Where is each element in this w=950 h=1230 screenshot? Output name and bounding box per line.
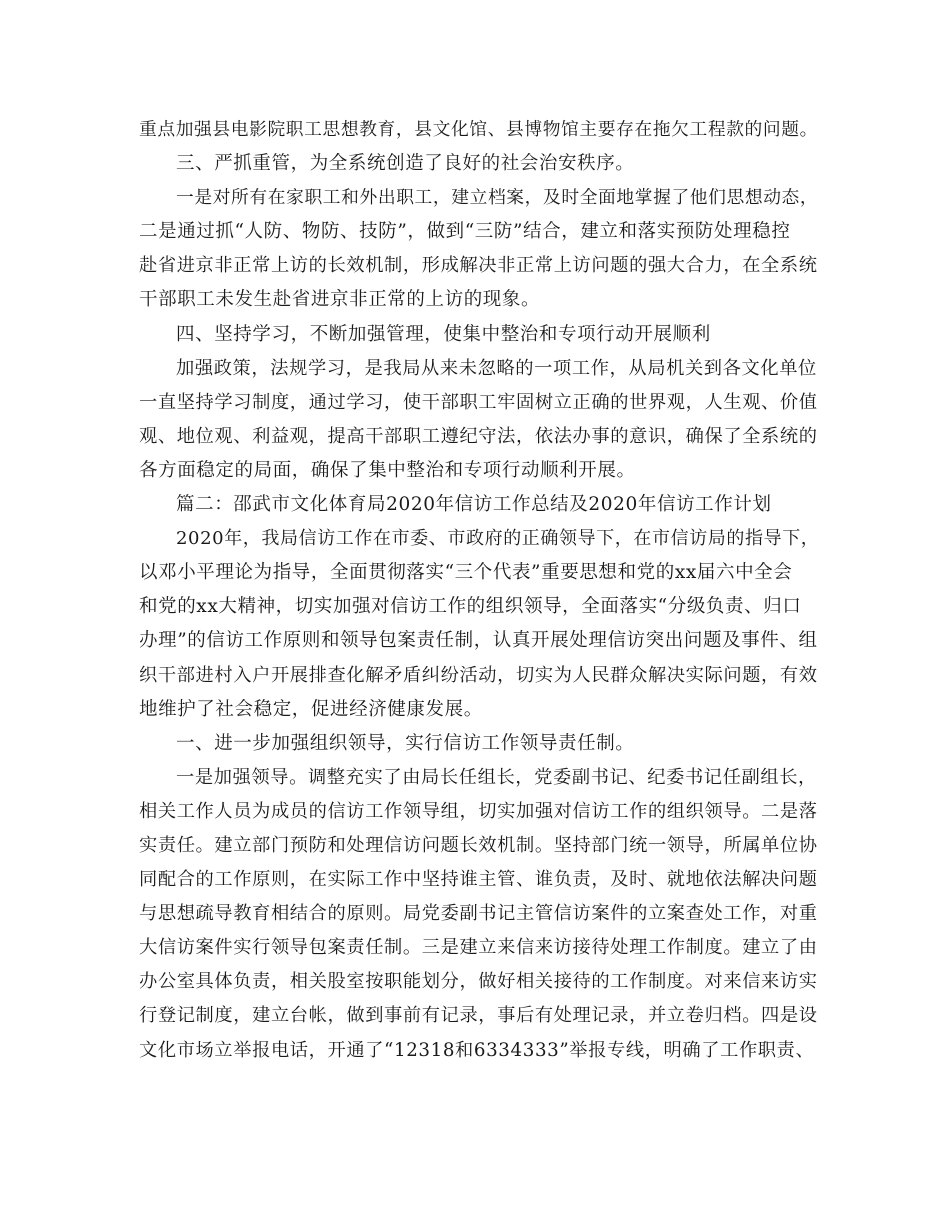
text-line: 干部职工未发生赴省进京非正常的上访的现象。 — [139, 289, 541, 311]
text-line: 篇二：邵武市文化体育局2020年信访工作总结及2020年信访工作计划 — [176, 494, 772, 516]
text-line: 加强政策，法规学习，是我局从来未忽略的一项工作，从局机关到各文化单位 — [176, 357, 817, 379]
text-line: 四、坚持学习，不断加强管理，使集中整治和专项行动开展顺利 — [176, 323, 711, 345]
text-line: 一、进一步加强组织领导，实行信访工作领导责任制。 — [176, 732, 635, 754]
document-body — [139, 113, 819, 1068]
text-line: 2020年，我局信访工作在市委、市政府的正确领导下，在市信访局的指导下， — [176, 528, 820, 550]
text-line: 各方面稳定的局面，确保了集中整治和专项行动顺利开展。 — [139, 459, 636, 481]
text-line: 观、地位观、利益观，提高干部职工遵纪守法，依法办事的意识，确保了全系统的 — [139, 425, 818, 447]
text-line: 办理”的信访工作原则和领导包案责任制，认真开展处理信访突出问题及事件、组 — [139, 630, 818, 652]
text-line: 一是对所有在家职工和外出职工，建立档案，及时全面地掌握了他们思想动态， — [176, 188, 819, 209]
text-line: 一直坚持学习制度，通过学习，使干部职工牢固树立正确的世界观，人生观、价值 — [139, 391, 818, 413]
text-line: 和党的xx大精神，切实加强对信访工作的组织领导，全面落实“分级负责、归口 — [139, 596, 802, 618]
text-line: 织干部进村入户开展排查化解矛盾纠纷活动，切实为人民群众解决实际问题，有效 — [139, 664, 818, 686]
text-line: 二是通过抓“人防、物防、技防”，做到“三防”结合，建立和落实预防处理稳控 — [139, 221, 791, 243]
text-line: 与思想疏导教育相结合的原则。局党委副书记主管信访案件的立案查处工作，对重 — [139, 903, 818, 925]
text-line: 重点加强县电影院职工思想教育，县文化馆、县博物馆主要存在拖欠工程款的问题。 — [139, 120, 818, 140]
text-line: 地维护了社会稳定，促进经济健康发展。 — [139, 698, 483, 720]
text-line: 相关工作人员为成员的信访工作领导组，切实加强对信访工作的组织领导。二是落 — [139, 800, 818, 822]
text-line: 实责任。建立部门预防和处理信访问题长效机制。坚持部门统一领导，所属单位协 — [139, 834, 818, 856]
text-line: 大信访案件实行领导包案责任制。三是建立来信来访接待处理工作制度。建立了由 — [139, 937, 818, 959]
text-line: 同配合的工作原则，在实际工作中坚持谁主管、谁负责，及时、就地依法解决问题 — [139, 869, 818, 891]
text-line: 办公室具体负责，相关股室按职能划分，做好相关接待的工作制度。对来信来访实 — [139, 971, 818, 993]
text-line: 三、严抓重管，为全系统创造了良好的社会治安秩序。 — [176, 153, 635, 175]
text-line: 一是加强领导。调整充实了由局长任组长，党委副书记、纪委书记任副组长， — [176, 766, 817, 788]
text-line: 以邓小平理论为指导，全面贯彻落实“三个代表”重要思想和党的xx届六中全会 — [139, 562, 793, 584]
text-line: 赴省进京非正常上访的长效机制，形成解决非正常上访问题的强大合力，在全系统 — [139, 255, 818, 277]
text-line: 行登记制度，建立台帐，做到事前有记录，事后有处理记录，并立卷归档。四是设 — [139, 1005, 818, 1027]
text-line: 文化市场立举报电话，开通了“12318和6334333”举报专线，明确了工作职责、 — [139, 1039, 815, 1061]
